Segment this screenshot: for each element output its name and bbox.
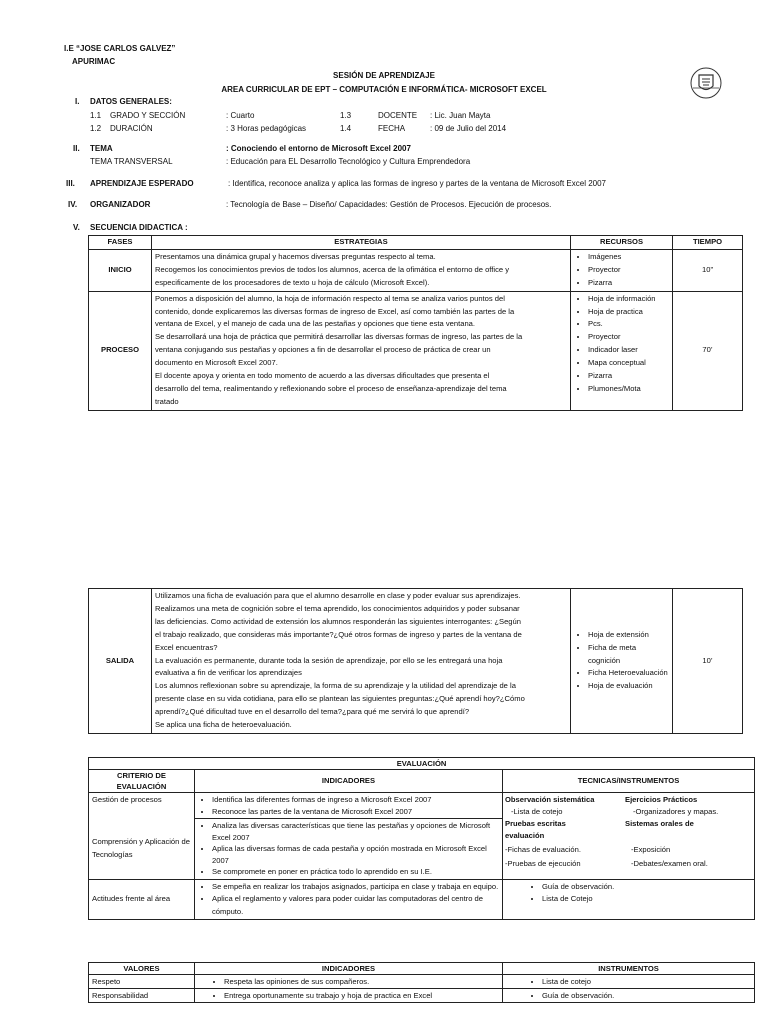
school-name: I.E “JOSE CARLOS GALVEZ” [64,44,176,53]
list-item: • Ficha Heteroevaluación [588,667,669,680]
secuencia-num: V. [73,223,80,232]
list-item: • Mapa conceptual [588,357,669,370]
table-row [89,975,755,989]
list-item: • Plumones/Mota [588,383,669,396]
indicadores-comprension [195,819,503,880]
list-item: • Hoja de extensión [588,629,669,642]
tema-transversal-value: : Educación para EL Desarrollo Tecnológico y Cultura Emprendedora [226,157,471,166]
header-valores: VALORES [89,963,195,975]
list-item: • Ficha de meta cognición [588,642,669,668]
tecnica-pruebas: Pruebas escritas [505,819,566,828]
estrategia-line: Recogemos los conocimientos previos de todos los alumnos, acerca de la ofimática el entorno de office y [155,264,510,274]
list-item: • Pizarra [588,277,669,290]
list-item: • Se compromete en poner en práctica todo lo aprendido en su I.E. [212,866,499,878]
recursos-salida [571,589,673,734]
estrategia-line: Excel encuentras? [155,642,218,652]
recursos-inicio [571,249,673,291]
tecnica-debates: -Debates/examen oral. [631,859,708,868]
list-item: • Proyector [588,264,669,277]
table-row [89,793,755,819]
tema-value: : Conociendo el entorno de Microsoft Excel 2007 [226,144,411,153]
estrategia-line: ventana de Excel, y el manejo de cada una de las pestañas y opciones que tiene esta ventana. [155,319,476,329]
table-row-salida [89,589,743,734]
teacher-value: : Lic. Juan Mayta [430,111,491,120]
estrategia-line: Presentamos una dinámica grupal y hacemos diversas preguntas respecto al tema. [155,251,436,261]
date-value: : 09 de Julio del 2014 [430,124,507,133]
tecnica-evaluacion: evaluación [505,831,545,840]
evaluacion-title: EVALUACIÓN [89,758,755,770]
estrategia-line: documento en Microsoft Excel 2007. [155,358,278,368]
valor-cell: Respeto [89,975,195,989]
tema-transversal-label: TEMA TRANSVERSAL [90,157,173,166]
list-item: • Entrega oportunamente su trabajo y hoja de practica en Excel [224,990,499,1001]
table-row [89,989,755,1003]
estrategia-line: las deficiencias. Como actividad de extensión los alumnos responderán las siguientes interrogantes: ¿Según [155,616,521,626]
organizador-num: IV. [68,200,78,209]
estrategia-line: aprendí?¿Qué dificultad tuve en el desarrollo del tema?¿para qué me servirá lo que aprendí? [155,707,470,717]
estrategia-line: La evaluación es permanente, durante toda la sesión de aprendizaje, por ello se les entregará una hoja [155,655,503,665]
list-item: • Hoja de evaluación [588,680,669,693]
header-tecnicas: TECNICAS/INSTRUMENTOS [503,770,755,793]
header-criterio: CRITERIO DE EVALUACIÓN [89,770,195,793]
tecnica-observacion: Observación sistemática [505,795,595,804]
estrategias-salida [152,589,571,734]
teacher-label: DOCENTE [378,111,418,120]
secuencia-table-salida [88,588,743,734]
tecnica-exposicion: -Exposición [631,845,671,854]
table-row [89,879,755,920]
list-item: • Aplica el reglamento y valores para poder cuidar las computadoras del centro de cómputo. [212,893,499,918]
list-item: • Analiza las diversas características que tiene las pestañas y opciones de Microsoft Excel 2007 [212,820,499,843]
estrategias-proceso [152,291,571,410]
list-item: • Identifica las diferentes formas de ingreso a Microsoft Excel 2007 [212,794,499,806]
estrategia-line: contenido, donde explicaremos las diversas formas de ingreso de Excel, así como también las partes de la [155,306,515,316]
tiempo-salida: 10’ [673,589,743,734]
indicador-cell [195,975,503,989]
estrategias-inicio [152,249,571,291]
estrategia-line: Utilizamos una ficha de evaluación para que el alumno desarrolle en clase y poder evaluar sus aprendizajes. [155,591,521,600]
tecnica-lista-cotejo: -Lista de cotejo [511,807,563,816]
header-tiempo: TIEMPO [673,236,743,250]
list-item: • Lista de cotejo [542,976,751,987]
tecnicas-cell [503,793,755,880]
aprendizaje-num: III. [66,179,75,188]
header-fases: FASES [89,236,152,250]
instrumento-cell [503,989,755,1003]
list-item: • Indicador laser [588,344,669,357]
estrategia-line: Se aplica una ficha de heteroevaluación. [155,720,292,730]
region: APURIMAC [72,57,116,66]
secuencia-label: SECUENCIA DIDACTICA : [90,223,188,232]
table-row-proceso [89,291,743,410]
estrategia-line: especificamente de los procesadores de texto u hoja de cálculo (Microsoft Excel). [155,277,430,287]
aprendizaje-label: APRENDIZAJE ESPERADO [90,179,194,188]
tema-label: TEMA [90,144,113,153]
list-item: • Hoja de practica [588,306,669,319]
date-label: FECHA [378,124,406,133]
fase-salida: SALIDA [89,589,152,734]
list-item: • Proyector [588,331,669,344]
estrategia-line: Se desarrollará una hoja de práctica que permitirá desarrollar las diversas formas de ingreso, las partes de la [155,332,523,342]
general-r1-num: 1.1 [90,111,102,120]
document-title: SESIÓN DE APRENDIZAJE [333,71,435,80]
header-instrumentos: INSTRUMENTOS [503,963,755,975]
document-subtitle: AREA CURRICULAR DE EPT – COMPUTACIÓN E INFORMÁTICA- MICROSOFT EXCEL [221,85,547,94]
list-item: • Imágenes [588,251,669,264]
criterio-gestion: Gestión de procesos [89,793,195,819]
evaluacion-table [88,757,755,920]
list-item: • Guía de observación. [542,990,751,1001]
criterio-actitudes: Actitudes frente al área [89,879,195,920]
estrategia-line: presente clase en su vida cotidiana, para ello se plantean las siguientes preguntas:¿Qué aprendí hoy?¿Cómo [155,694,525,704]
tema-num: II. [73,144,80,153]
header-indicadores: INDICADORES [195,770,503,793]
estrategia-line: tratado [155,396,179,406]
aprendizaje-value: : Identifica, reconoce analiza y aplica las formas de ingreso y partes de la ventana de Microsoft Excel 2007 [228,179,606,188]
estrategia-line: desarrollo del tema, realimentando y reflexionando sobre el proceso de enseñanza-aprendizaje del tema [155,383,507,393]
instrumentos-actitudes [503,879,755,920]
secuencia-table [88,235,743,411]
fase-inicio: INICIO [89,249,152,291]
indicador-cell [195,989,503,1003]
tecnica-sistemas: Sistemas orales de [625,819,694,828]
header-recursos: RECURSOS [571,236,673,250]
estrategia-line: El docente apoya y orienta en todo momento de acuerdo a las diversas dificultades que presenta el [155,371,490,381]
recursos-proceso [571,291,673,410]
general-num: I. [75,97,80,106]
instrumento-cell [503,975,755,989]
tecnica-fichas: -Fichas de evaluación. [505,845,581,854]
general-r2-num2: 1.4 [340,124,352,133]
estrategia-line: el trabajo realizado, que consideras más importante?¿Qué otros formas de ingreso y partes de la ventana de [155,629,522,639]
list-item: • Hoja de información [588,293,669,306]
list-item: • Respeta las opiniones de sus compañeros. [224,976,499,987]
tecnica-organizadores: -Organizadores y mapas. [633,807,719,816]
list-item: • Aplica las diversas formas de cada pestaña y opción mostrada en Microsoft Excel 2007 [212,843,499,866]
estrategia-line: Los alumnos reflexionan sobre su aprendizaje, la forma de su aprendizaje y la utilidad del aprendizaje de la [155,681,516,691]
header-estrategias: ESTRATEGIAS [152,236,571,250]
list-item: • Guía de observación. [542,881,751,894]
general-r2-num: 1.2 [90,124,102,133]
general-heading: DATOS GENERALES: [90,97,172,106]
estrategia-line: ventana conjugando sus pestañas y opciones a fin de desarrollar el proceso de práctica de crear un [155,345,491,355]
organizador-value: : Tecnología de Base – Diseño/ Capacidades: Gestión de Procesos. Ejecución de procesos. [226,200,552,209]
grade-value: : Cuarto [226,111,255,120]
list-item: • Pizarra [588,370,669,383]
general-r1-num2: 1.3 [340,111,352,120]
table-row-inicio [89,249,743,291]
indicadores-gestion [195,793,503,819]
indicadores-actitudes [195,879,503,920]
estrategia-line: Realizamos una meta de cognición sobre el tema aprendido, los conocimientos adquiridos y poder subsanar [155,603,520,613]
duration-value: : 3 Horas pedagógicas [226,124,307,133]
tecnica-ejercicios: Ejercicios Prácticos [625,795,698,804]
valores-table [88,962,755,1003]
list-item: • Pcs. [588,318,669,331]
list-item: • Se empeña en realizar los trabajos asignados, participa en clase y trabaja en equipo. [212,881,499,894]
list-item: • Lista de Cotejo [542,893,751,906]
estrategia-line: evaluativa a fin de verificar los aprendizajes [155,668,302,678]
school-crest-icon [690,66,722,100]
header-valores-indicadores: INDICADORES [195,963,503,975]
criterio-comprension: Comprensión y Aplicación de Tecnologías [89,819,195,880]
list-item: • Reconoce las partes de la ventana de Microsoft Excel 2007 [212,806,499,818]
fase-proceso: PROCESO [89,291,152,410]
estrategia-line: Ponemos a disposición del alumno, la hoja de información respecto al tema se analiza varios puntos del [155,293,505,303]
grade-label: GRADO Y SECCIÓN [110,111,186,120]
tiempo-inicio: 10” [673,249,743,291]
duration-label: DURACIÓN [110,124,153,133]
organizador-label: ORGANIZADOR [90,200,151,209]
valor-cell: Responsabilidad [89,989,195,1003]
tiempo-proceso: 70’ [673,291,743,410]
tecnica-ejecucion: -Pruebas de ejecución [505,859,581,868]
